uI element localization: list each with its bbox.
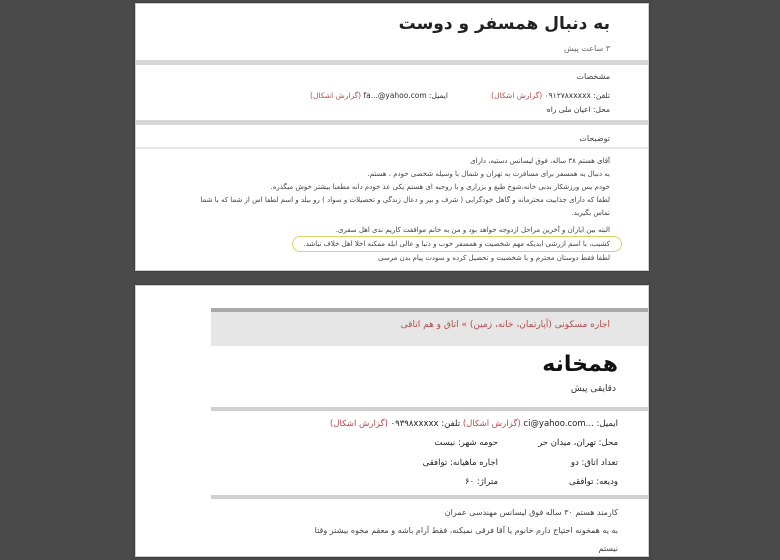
description-line: لطفا که دارای جذابیت محترمانه و گاهل خودگرایی ( شرف و بیر و دعال زندگی و تحصیلات و سواد ) رو بیلد و اسم لطفا اس از شما که با شما [200,196,610,204]
ad-title: همخانه [542,352,618,377]
description-line: البته بین ایاران و آخرین مراحل ازدوجه خواهد بود و من به خانم موافقت کاریم ندی اهل سفری. [335,226,610,234]
phone-label: تلفن: [593,91,610,100]
email-value: fa...@yahoo.com [363,91,427,100]
neighborhood-value: نیست [434,438,456,448]
email-label: ایمیل: [429,91,448,100]
description-line: خودم یس ورزشکار بدنی خانه،شوخ طبع و یزراری و با روحیه ای هستم یکی عذ خودم دانه مطعنا بیشتر خوش میگذره. [270,183,610,191]
phone-value: ۰۹۳۹۸xxxxx [390,419,439,429]
divider [136,147,648,149]
email-row [310,91,448,100]
specs-heading: مشخصات [576,72,610,81]
area-row [465,477,498,487]
ad-card-top [135,3,649,271]
description-line: کارمند هستم ۳۰ ساله فوق لیسانس مهندسی عمران [444,508,618,517]
location-row: محل: اعیان ملی راه [546,105,610,114]
deposit-value: توافقی [568,477,594,487]
rooms-label: تعداد اتاق: [581,458,618,468]
contact-row [330,419,618,429]
breadcrumb[interactable]: اجاره مسکونی (آپارتمان، خانه، زمین) » اتاق و هم اتاقی [400,320,610,330]
divider [136,120,648,125]
description-line: تماس بگیرید. [571,209,610,217]
ad-time: ۳ ساعت پیش [564,44,610,53]
location-label: محل: [598,438,618,448]
rooms-row [571,458,618,468]
neighborhood-row [434,438,498,448]
rooms-value: دو [570,458,579,468]
description-line: آقای هستم ۳۸ ساله، فوق لیسانس دستیه، دارای [470,157,610,165]
rent-value: توافقی [422,458,448,468]
highlight-marker [292,236,622,252]
phone-label: تلفن: [441,419,461,429]
phone-value: ۰۹۱۲۷۸xxxxx [544,91,591,100]
area-label: متراژ: [476,477,498,487]
description-heading: توضیحات [579,134,610,143]
description-line: به دنبال یه همسفر برای مسافرت به تهران و شمال با وسیله شخصی خودم ، هستم. [367,170,610,178]
divider [211,407,648,411]
email-report-link[interactable]: (گزارش اشکال) [310,91,362,100]
email-report-link[interactable]: (گزارش اشکال) [462,419,521,429]
divider [211,495,648,499]
ad-card-bottom [135,285,649,557]
phone-row [491,91,610,100]
email-label: ایمیل: [596,419,618,429]
ad-time: دقایقی پیش [570,384,616,394]
phone-report-link[interactable]: (گزارش اشکال) [491,91,543,100]
divider [136,60,648,65]
deposit-row [569,477,618,487]
rent-row [423,458,498,468]
deposit-label: ودیعه: [596,477,618,487]
location-value: تهران، میدان حر [538,438,596,448]
email-value: ...ci@yahoo.com [523,419,594,429]
location-row [538,438,618,448]
description-line: کشیب، با اسم ازرشی ایدیکه مهم شخصیت و همسفر خوب و دنیا و عالی ایله ممکنه اخلا اهل خلاف نباشد. [303,240,610,248]
neighborhood-label: حومه شهر: [457,438,498,448]
description-line: لطفا فقط دوستان محترم و با شخصیت و تحصیل کرده و سودت پیام بدن مرسی [378,254,610,262]
ad-title: به دنبال همسفر و دوست [398,14,610,34]
rent-label: اجاره ماهیانه: [449,458,498,468]
description-line: نیستم [598,544,618,553]
area-value: ۶۰ [465,477,475,487]
description-line: به یه همخونه احتیاج دارم خانوم یا آقا فرقی نمیکنه، فقط آرام باشه و معقم مخوه بیشتر وقتا [314,526,618,535]
phone-report-link[interactable]: (گزارش اشکال) [330,419,388,429]
